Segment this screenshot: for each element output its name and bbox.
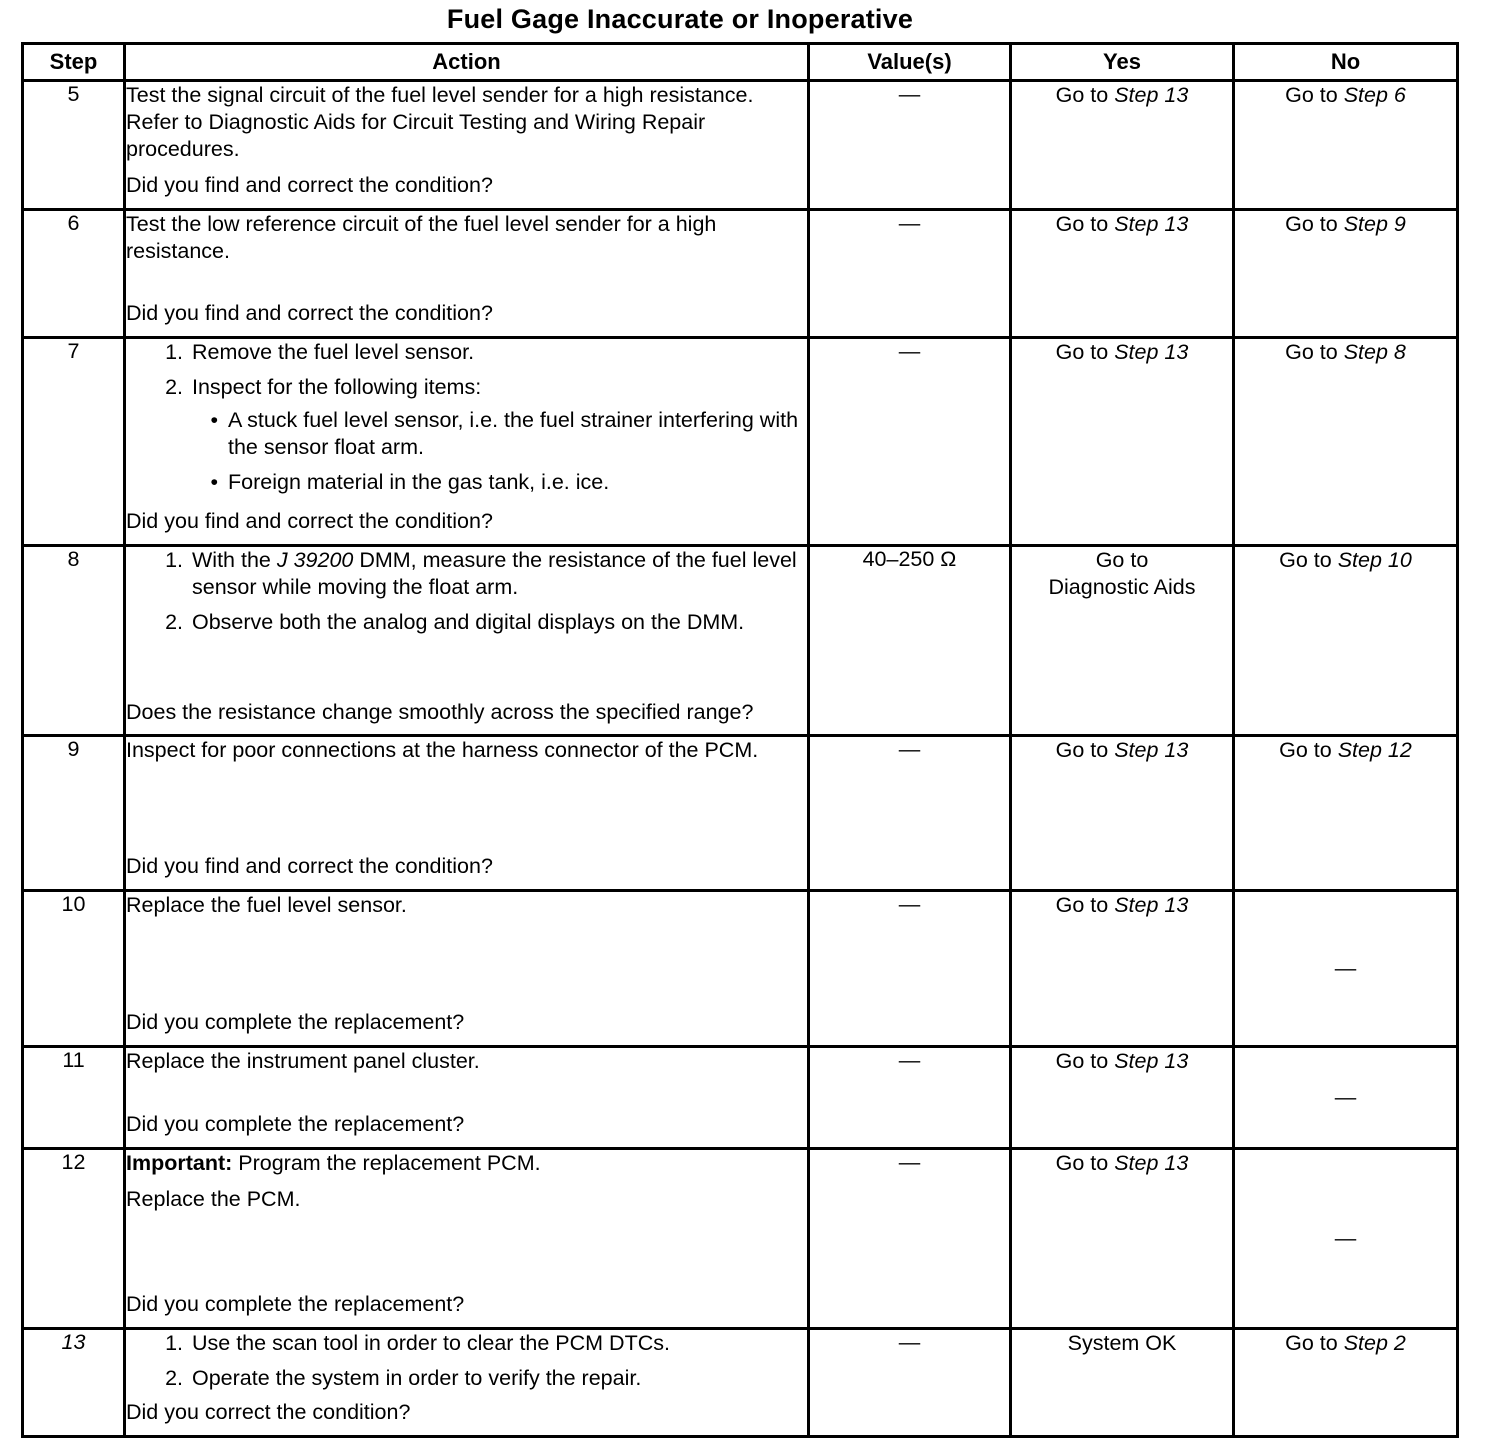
list-item xyxy=(126,609,807,636)
step-number: 8 xyxy=(23,546,125,736)
yes-prefix: Go to xyxy=(1055,212,1115,236)
yes-cell xyxy=(1011,210,1234,338)
yes-step-link[interactable]: Step 13 xyxy=(1114,893,1189,917)
table-row xyxy=(23,736,1458,891)
yes-prefix: Go to xyxy=(1055,1049,1115,1073)
yes-step-link[interactable]: Step 13 xyxy=(1114,340,1189,364)
header-yes: Yes xyxy=(1011,44,1234,81)
yes-cell xyxy=(1011,736,1234,891)
list-item xyxy=(126,374,807,401)
important-text: Program the replacement PCM. xyxy=(232,1151,541,1175)
no-step-link[interactable]: Step 9 xyxy=(1343,212,1406,236)
table-row xyxy=(23,210,1458,338)
action-question: Did you find and correct the condition? xyxy=(126,854,493,878)
step-number: 12 xyxy=(23,1149,125,1329)
diagnostic-aids-link[interactable]: Diagnostic Aids xyxy=(1048,575,1196,599)
item-text-post: DMM, measure the resistance of the fuel level sensor while moving the float arm. xyxy=(192,548,797,599)
action-cell xyxy=(125,338,809,546)
action-steps xyxy=(126,339,807,401)
yes-step-link[interactable]: Step 13 xyxy=(1114,212,1189,236)
header-step: Step xyxy=(23,44,125,81)
yes-cell xyxy=(1011,891,1234,1047)
step-number: 9 xyxy=(23,736,125,891)
no-cell xyxy=(1234,736,1458,891)
bullet-icon: • xyxy=(210,470,218,494)
action-cell xyxy=(125,736,809,891)
action-cell xyxy=(125,1329,809,1437)
item-number: 1. xyxy=(165,548,183,572)
no-step-link[interactable]: Step 6 xyxy=(1343,83,1406,107)
action-cell xyxy=(125,891,809,1047)
no-step-link[interactable]: Step 2 xyxy=(1343,1331,1406,1355)
list-item xyxy=(126,407,807,461)
no-cell xyxy=(1234,210,1458,338)
value-cell: 40–250 Ω xyxy=(809,546,1011,736)
bullet-icon: • xyxy=(210,408,218,432)
action-text: Test the low reference circuit of the fuel level sender for a high resistance. xyxy=(126,212,717,263)
item-number: 2. xyxy=(165,375,183,399)
action-question: Did you correct the condition? xyxy=(126,1400,411,1424)
bullet-text: Foreign material in the gas tank, i.e. ice. xyxy=(228,470,610,494)
yes-prefix: Go to xyxy=(1055,1151,1115,1175)
action-question: Did you find and correct the condition? xyxy=(126,173,493,197)
table-row xyxy=(23,1329,1458,1437)
action-question: Did you find and correct the condition? xyxy=(126,301,493,325)
table-row xyxy=(23,1149,1458,1329)
header-no: No xyxy=(1234,44,1458,81)
yes-step-link[interactable]: Step 13 xyxy=(1114,83,1189,107)
item-text xyxy=(192,547,807,601)
action-question: Did you find and correct the condition? xyxy=(126,509,493,533)
no-prefix: Go to xyxy=(1285,212,1344,236)
no-cell xyxy=(1234,546,1458,736)
yes-prefix: Go to xyxy=(1055,340,1115,364)
no-cell xyxy=(1234,81,1458,210)
yes-prefix: Go to xyxy=(1055,738,1115,762)
no-cell xyxy=(1234,1329,1458,1437)
no-prefix: Go to xyxy=(1285,1331,1344,1355)
diagnostic-table xyxy=(21,42,1459,1438)
item-number: 1. xyxy=(165,340,183,364)
list-item xyxy=(126,469,807,496)
no-prefix: Go to xyxy=(1285,340,1344,364)
action-text: Replace the PCM. xyxy=(126,1187,301,1211)
table-row xyxy=(23,1047,1458,1149)
table-row xyxy=(23,546,1458,736)
header-values: Value(s) xyxy=(809,44,1011,81)
step-number: 11 xyxy=(23,1047,125,1149)
page-title: Fuel Gage Inaccurate or Inoperative xyxy=(446,4,914,34)
table-row xyxy=(23,338,1458,546)
yes-step-link[interactable]: Step 13 xyxy=(1114,1151,1189,1175)
no-cell: — xyxy=(1234,1149,1458,1329)
step-number: 13 xyxy=(23,1329,125,1437)
no-cell: — xyxy=(1234,1047,1458,1149)
item-text: Inspect for the following items: xyxy=(192,375,482,399)
action-question: Does the resistance change smoothly across the specified range? xyxy=(126,700,754,724)
bullet-text: A stuck fuel level sensor, i.e. the fuel strainer interfering with the sensor float arm. xyxy=(228,408,799,459)
yes-cell xyxy=(1011,1149,1234,1329)
action-cell xyxy=(125,1047,809,1149)
action-cell xyxy=(125,81,809,210)
no-prefix: Go to xyxy=(1279,738,1338,762)
action-steps xyxy=(126,547,807,636)
table-row xyxy=(23,891,1458,1047)
yes-line-1: Go to xyxy=(1095,548,1149,572)
no-cell xyxy=(1234,338,1458,546)
yes-prefix: Go to xyxy=(1055,83,1115,107)
action-text: Replace the fuel level sensor. xyxy=(126,893,407,917)
value-cell: — xyxy=(809,210,1011,338)
no-step-link[interactable]: Step 12 xyxy=(1337,738,1412,762)
action-text: Inspect for poor connections at the harness connector of the PCM. xyxy=(126,738,759,762)
table-header-row xyxy=(23,44,1458,81)
item-text-pre: With the xyxy=(192,548,277,572)
value-cell: — xyxy=(809,1149,1011,1329)
important-label: Important: xyxy=(126,1151,233,1175)
yes-cell: System OK xyxy=(1011,1329,1234,1437)
value-cell: — xyxy=(809,891,1011,1047)
yes-cell xyxy=(1011,1047,1234,1149)
step-number: 6 xyxy=(23,210,125,338)
yes-cell xyxy=(1011,81,1234,210)
action-question: Did you complete the replacement? xyxy=(126,1292,465,1316)
list-item xyxy=(126,1365,807,1392)
inspection-bullets xyxy=(126,407,807,496)
action-cell xyxy=(125,546,809,736)
header-action: Action xyxy=(125,44,809,81)
item-number: 1. xyxy=(165,1331,183,1355)
action-question: Did you complete the replacement? xyxy=(126,1010,465,1034)
yes-cell xyxy=(1011,546,1234,736)
yes-step-link[interactable]: Step 13 xyxy=(1114,738,1189,762)
tool-number: J 39200 xyxy=(276,548,354,572)
value-cell: — xyxy=(809,338,1011,546)
no-prefix: Go to xyxy=(1285,83,1344,107)
action-question: Did you complete the replacement? xyxy=(126,1112,465,1136)
step-number: 10 xyxy=(23,891,125,1047)
value-cell: — xyxy=(809,1047,1011,1149)
important-note xyxy=(126,1150,807,1177)
table-row xyxy=(23,81,1458,210)
no-prefix: Go to xyxy=(1279,548,1338,572)
item-text: Operate the system in order to verify the repair. xyxy=(192,1366,642,1390)
value-cell: — xyxy=(809,1329,1011,1437)
action-text: Test the signal circuit of the fuel level sender for a high resistance. Refer to Diagnostic Aids for Circuit Testing and Wiring Repair procedures. xyxy=(126,83,754,161)
step-number: 5 xyxy=(23,81,125,210)
step-number: 7 xyxy=(23,338,125,546)
item-text: Remove the fuel level sensor. xyxy=(192,340,475,364)
no-step-link[interactable]: Step 10 xyxy=(1337,548,1412,572)
list-item xyxy=(126,1330,807,1357)
item-text: Use the scan tool in order to clear the PCM DTCs. xyxy=(192,1331,670,1355)
list-item xyxy=(126,339,807,366)
no-step-link[interactable]: Step 8 xyxy=(1343,340,1406,364)
item-text: Observe both the analog and digital displays on the DMM. xyxy=(192,610,745,634)
item-number: 2. xyxy=(165,610,183,634)
action-cell xyxy=(125,1149,809,1329)
list-item xyxy=(126,547,807,601)
action-cell xyxy=(125,210,809,338)
value-cell: — xyxy=(809,736,1011,891)
action-steps xyxy=(126,1330,807,1392)
item-number: 2. xyxy=(165,1366,183,1390)
yes-prefix: Go to xyxy=(1055,893,1115,917)
no-cell: — xyxy=(1234,891,1458,1047)
yes-cell xyxy=(1011,338,1234,546)
action-text: Replace the instrument panel cluster. xyxy=(126,1049,480,1073)
value-cell: — xyxy=(809,81,1011,210)
yes-step-link[interactable]: Step 13 xyxy=(1114,1049,1189,1073)
